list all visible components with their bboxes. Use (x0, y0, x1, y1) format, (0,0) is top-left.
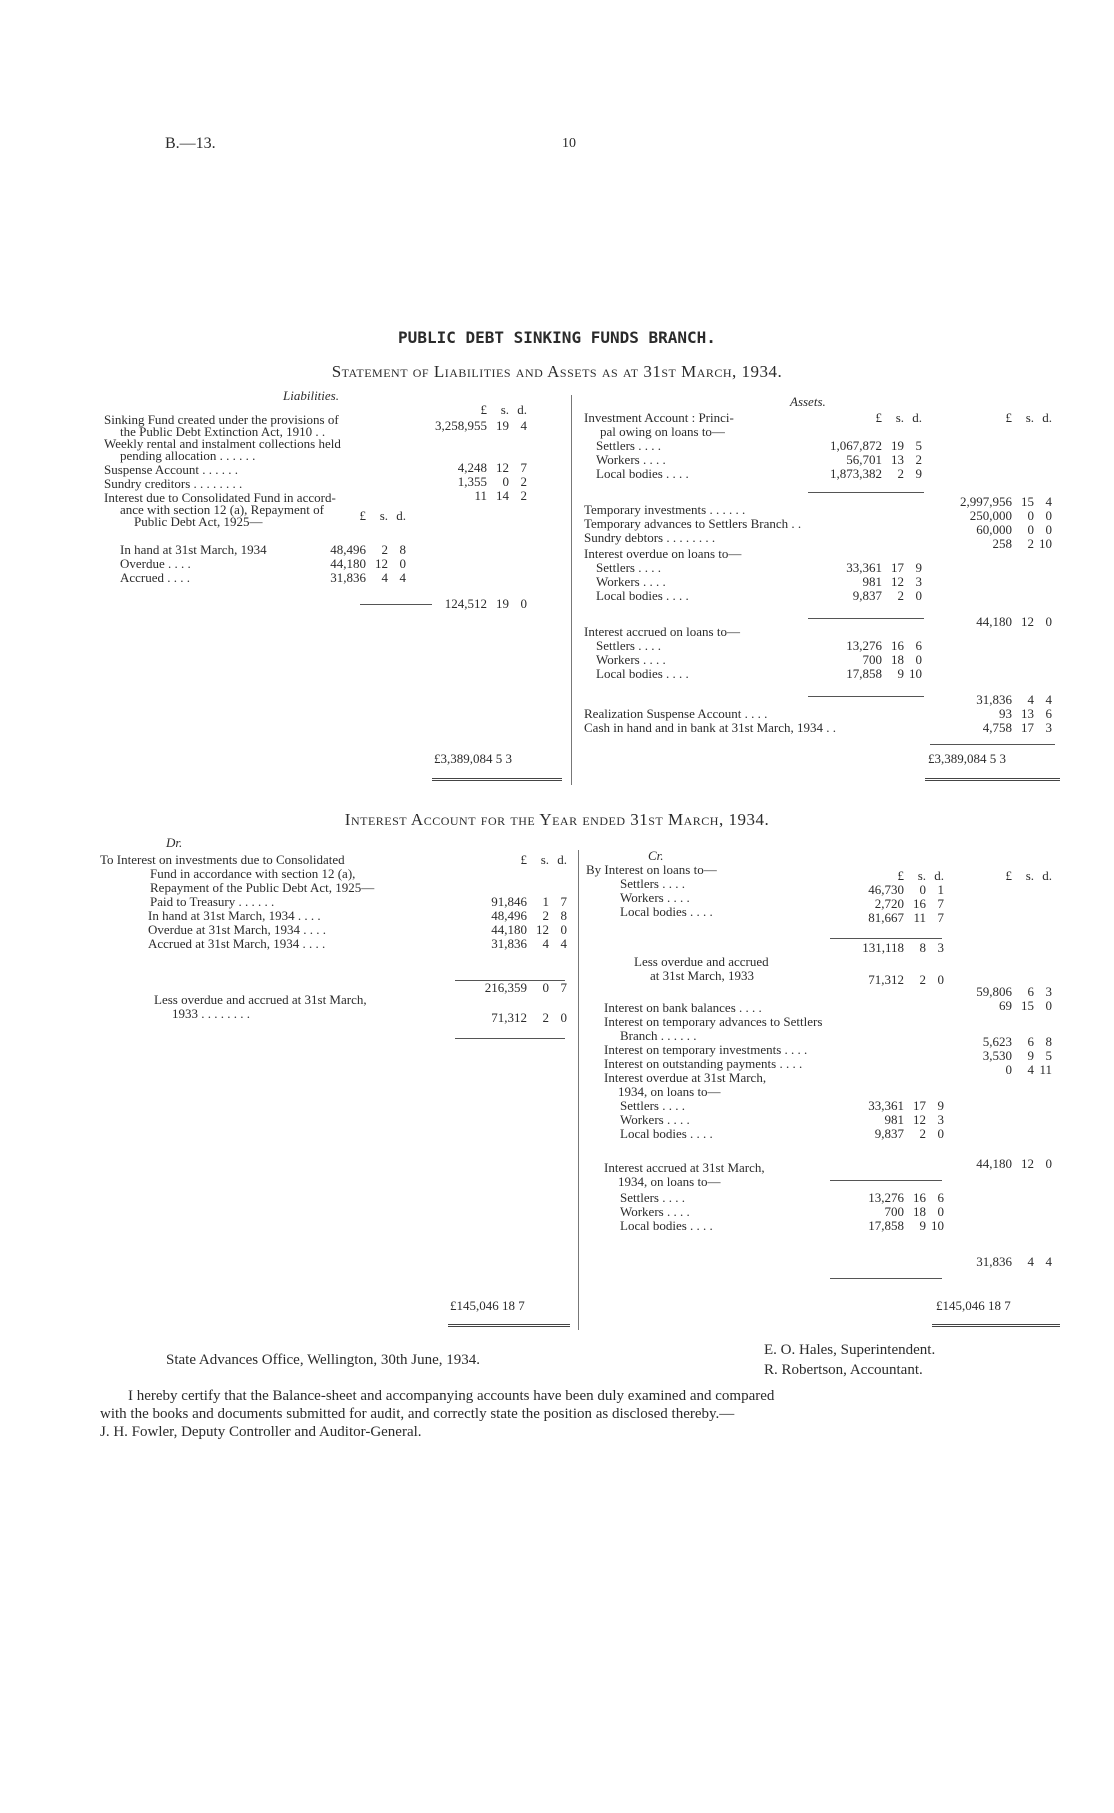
dr-amount: 71,312 2 0 (491, 1010, 567, 1025)
liability-amount: 11 14 2 (474, 488, 527, 503)
asset-line: Sundry debtors . . . . . . . . (584, 530, 716, 545)
liability-sub-amount: 44,180 12 0 (330, 556, 406, 571)
cr-line: Settlers . . . . (620, 876, 685, 891)
assets-total-rule (925, 778, 1060, 781)
cr-line: Workers . . . . (620, 1204, 690, 1219)
certification-line-2: with the books and documents submitted for audit, and correctly state the position as disclosed thereby.— (100, 1406, 735, 1422)
cr-inner-amount: 46,730 0 1 (868, 882, 944, 897)
assets-col-head-inner: £ s. d. (875, 410, 922, 425)
cr-total-rule (932, 1324, 1060, 1327)
dr-total-rule (448, 1324, 570, 1327)
dr-amount: 44,180 12 0 (491, 922, 567, 937)
asset-inner-amount: 700 18 0 (862, 652, 922, 667)
asset-inner-amount: 33,361 17 9 (846, 560, 922, 575)
dr-col-head: £ s. d. (520, 852, 567, 867)
balance-divider (571, 395, 572, 785)
assets-col-head-outer: £ s. d. (1005, 410, 1052, 425)
liability-sub-label: In hand at 31st March, 1934 (120, 542, 267, 557)
asset-outer-amount: 44,180 12 0 (976, 614, 1052, 629)
assets-total: £3,389,084 5 3 (928, 751, 1006, 766)
liabilities-heading: Liabilities. (283, 388, 339, 403)
liability-sub-label: Overdue . . . . (120, 556, 191, 571)
page-number: 10 (562, 136, 576, 151)
liabilities-col-head: £ s. d. (480, 402, 527, 417)
cr-line: Interest accrued at 31st March, (604, 1160, 765, 1175)
dr-line: Paid to Treasury . . . . . . (150, 894, 275, 909)
asset-line: Realization Suspense Account . . . . (584, 706, 768, 721)
signature-superintendent: E. O. Hales, Superintendent. (764, 1342, 936, 1358)
cr-line: Less overdue and accrued (634, 954, 769, 969)
signature-accountant: R. Robertson, Accountant. (764, 1362, 923, 1378)
document-title: PUBLIC DEBT SINKING FUNDS BRANCH. (398, 328, 716, 347)
cr-line: Local bodies . . . . (620, 1218, 713, 1233)
cr-line: Local bodies . . . . (620, 904, 713, 919)
liability-line: pending allocation . . . . . . (120, 448, 256, 463)
dr-less-line: 1933 . . . . . . . . (172, 1006, 250, 1021)
liability-line: Public Debt Act, 1925— (134, 514, 263, 529)
assets-rule-2 (808, 618, 924, 619)
cr-inner-amount: 81,667 11 7 (868, 910, 944, 925)
cr-outer-amount: 5,623 6 8 (982, 1034, 1052, 1049)
asset-line: Workers . . . . (596, 452, 666, 467)
asset-line: Workers . . . . (596, 652, 666, 667)
asset-inner-amount: 981 12 3 (862, 574, 922, 589)
cr-col-head-inner: £ s. d. (897, 868, 944, 883)
cr-inner-amount: 700 18 0 (884, 1204, 944, 1219)
liability-line: Sinking Fund created under the provisions of (104, 412, 339, 427)
dr-total: £145,046 18 7 (450, 1298, 525, 1313)
liability-line: Suspense Account . . . . . . (104, 462, 238, 477)
certification-line-3: J. H. Fowler, Deputy Controller and Auditor-General. (100, 1424, 422, 1440)
dr-heading: Dr. (166, 835, 183, 850)
office-line: State Advances Office, Wellington, 30th June, 1934. (166, 1352, 481, 1368)
dr-subtotal-rule (455, 980, 565, 981)
cr-inner-amount: 33,361 17 9 (868, 1098, 944, 1113)
asset-outer-amount: 60,000 0 0 (976, 522, 1052, 537)
asset-outer-amount: 250,000 0 0 (969, 508, 1052, 523)
dr-line: Accrued at 31st March, 1934 . . . . (148, 936, 326, 951)
cr-col-head-outer: £ s. d. (1005, 868, 1052, 883)
liabilities-total-rule (432, 778, 562, 781)
cr-line: Interest overdue at 31st March, (604, 1070, 767, 1085)
asset-line: Investment Account : Princi- (584, 410, 734, 425)
cr-line: Settlers . . . . (620, 1190, 685, 1205)
asset-outer-amount: 4,758 17 3 (982, 720, 1052, 735)
assets-rule-4 (930, 744, 1055, 745)
liability-amount: 3,258,955 19 4 (435, 418, 527, 433)
cr-line: Workers . . . . (620, 1112, 690, 1127)
asset-outer-amount: 2,997,956 15 4 (960, 494, 1052, 509)
asset-line: Settlers . . . . (596, 560, 661, 575)
liability-sub-amount: 31,836 4 4 (330, 570, 406, 585)
cr-line: Interest on outstanding payments . . . . (604, 1056, 803, 1071)
asset-inner-amount: 17,858 9 10 (846, 666, 922, 681)
asset-outer-amount: 258 2 10 (992, 536, 1052, 551)
dr-line: To Interest on investments due to Consolidated (100, 852, 345, 867)
dr-line: Overdue at 31st March, 1934 . . . . (148, 922, 326, 937)
dr-line: Fund in accordance with section 12 (a), (150, 866, 356, 881)
liability-sub-label: Accrued . . . . (120, 570, 191, 585)
liability-line: Sundry creditors . . . . . . . . (104, 476, 243, 491)
asset-line: Workers . . . . (596, 574, 666, 589)
asset-inner-amount: 1,873,382 2 9 (830, 466, 922, 481)
cr-rule-3 (830, 1278, 942, 1279)
dr-less-rule (455, 1038, 565, 1039)
cr-heading: Cr. (648, 848, 664, 863)
cr-outer-amount: 0 4 11 (1005, 1062, 1052, 1077)
cr-inner-amount: 13,276 16 6 (868, 1190, 944, 1205)
statement-title: Statement of Liabilities and Assets as at 31st March, 1934. (331, 362, 783, 381)
cr-line: Interest on bank balances . . . . (604, 1000, 762, 1015)
liability-sub-amount: 48,496 2 8 (330, 542, 406, 557)
cr-rule-2 (830, 1180, 942, 1181)
cr-outer-amount: 44,180 12 0 (976, 1156, 1052, 1171)
asset-line: Interest overdue on loans to— (584, 546, 742, 561)
liabilities-total: £3,389,084 5 3 (434, 751, 512, 766)
asset-line: Cash in hand and in bank at 31st March, 1934 . . (584, 720, 837, 735)
dr-less-line: Less overdue and accrued at 31st March, (154, 992, 367, 1007)
cr-outer-amount: 31,836 4 4 (976, 1254, 1052, 1269)
certification-line-1: I hereby certify that the Balance-sheet and accompanying accounts have been duly examined and compared (128, 1388, 775, 1404)
assets-heading: Assets. (790, 394, 826, 409)
cr-inner-amount: 981 12 3 (884, 1112, 944, 1127)
cr-outer-amount: 3,530 9 5 (982, 1048, 1052, 1063)
cr-line: By Interest on loans to— (586, 862, 717, 877)
asset-line: Local bodies . . . . (596, 666, 689, 681)
liability-line: Interest due to Consolidated Fund in accord- (104, 490, 336, 505)
liability-amount: 124,512 19 0 (444, 596, 527, 611)
cr-total: £145,046 18 7 (936, 1298, 1011, 1313)
liability-line: Weekly rental and instalment collections held (104, 436, 341, 451)
cr-line: Interest on temporary advances to Settlers (604, 1014, 823, 1029)
asset-line: Settlers . . . . (596, 638, 661, 653)
asset-line: Temporary investments . . . . . . (584, 502, 746, 517)
liability-amount: 4,248 12 7 (457, 460, 527, 475)
asset-outer-amount: 31,836 4 4 (976, 692, 1052, 707)
cr-inner-amount: 131,118 8 3 (862, 940, 944, 955)
interest-title: Interest Account for the Year ended 31st March, 1934. (344, 810, 770, 829)
liability-line: ance with section 12 (a), Repayment of (120, 502, 324, 517)
dr-amount: 48,496 2 8 (491, 908, 567, 923)
asset-line: Local bodies . . . . (596, 588, 689, 603)
cr-line: 1934, on loans to— (618, 1084, 721, 1099)
cr-outer-amount: 59,806 6 3 (976, 984, 1052, 999)
liability-line: the Public Debt Extinction Act, 1910 . . (120, 424, 326, 439)
asset-inner-amount: 1,067,872 19 5 (830, 438, 922, 453)
cr-inner-amount: 2,720 16 7 (874, 896, 944, 911)
cr-line: Workers . . . . (620, 890, 690, 905)
asset-line: Settlers . . . . (596, 438, 661, 453)
interest-divider (578, 850, 579, 1330)
cr-line: Interest on temporary investments . . . . (604, 1042, 808, 1057)
cr-line: Settlers . . . . (620, 1098, 685, 1113)
cr-line: Branch . . . . . . (620, 1028, 697, 1043)
cr-line: 1934, on loans to— (618, 1174, 721, 1189)
page-ref: B.—13. (165, 135, 216, 152)
cr-line: Local bodies . . . . (620, 1126, 713, 1141)
asset-inner-amount: 9,837 2 0 (852, 588, 922, 603)
cr-inner-amount: 9,837 2 0 (874, 1126, 944, 1141)
dr-amount: 216,359 0 7 (484, 980, 567, 995)
assets-rule-3 (808, 696, 924, 697)
liability-amount: 1,355 0 2 (457, 474, 527, 489)
asset-inner-amount: 13,276 16 6 (846, 638, 922, 653)
asset-outer-amount: 93 13 6 (999, 706, 1052, 721)
liabilities-sub-head: £ s. d. (359, 508, 406, 523)
dr-amount: 31,836 4 4 (491, 936, 567, 951)
asset-inner-amount: 56,701 13 2 (846, 452, 922, 467)
asset-line: pal owing on loans to— (600, 424, 725, 439)
cr-inner-amount: 17,858 9 10 (868, 1218, 944, 1233)
cr-line: at 31st March, 1933 (650, 968, 754, 983)
dr-line: Repayment of the Public Debt Act, 1925— (150, 880, 375, 895)
asset-line: Temporary advances to Settlers Branch . . (584, 516, 802, 531)
cr-inner-amount: 71,312 2 0 (868, 972, 944, 987)
cr-outer-amount: 69 15 0 (999, 998, 1052, 1013)
asset-line: Local bodies . . . . (596, 466, 689, 481)
assets-rule-1 (808, 492, 924, 493)
dr-line: In hand at 31st March, 1934 . . . . (148, 908, 321, 923)
dr-amount: 91,846 1 7 (491, 894, 567, 909)
cr-rule-1 (830, 938, 942, 939)
asset-line: Interest accrued on loans to— (584, 624, 740, 639)
